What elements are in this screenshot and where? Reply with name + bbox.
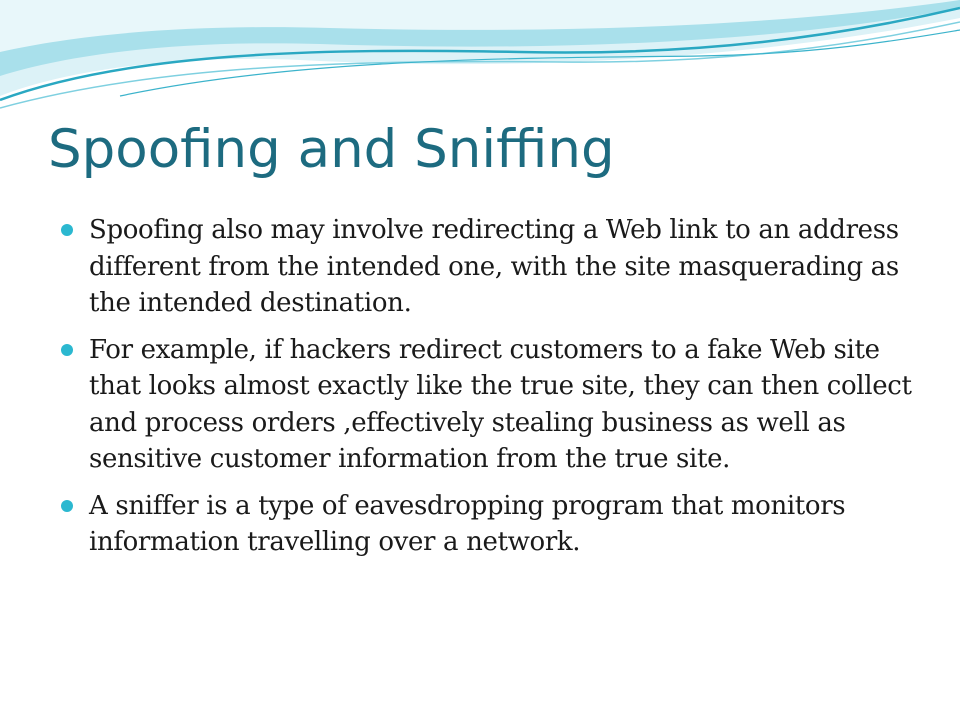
bullet-list: [58, 212, 918, 571]
bullet-text: A sniffer is a type of eavesdropping program that monitors information travelling over a network.: [89, 490, 846, 557]
bullet-item: [58, 488, 918, 561]
bullet-item: [58, 212, 918, 322]
slide-title: Spoofing and Sniffing: [48, 119, 615, 180]
bullet-item: [58, 332, 918, 478]
bullet-text: Spoofing also may involve redirecting a Web link to an address different from the intended one, with the site masquerading as the intended destination.: [89, 215, 899, 318]
header-wave-decoration: [0, 0, 960, 130]
bullet-dot-icon: [61, 500, 73, 512]
bullet-dot-icon: [61, 344, 73, 356]
bullet-text: For example, if hackers redirect customers to a fake Web site that looks almost exactly like the true site, they can then collect and process orders ,effectively stealing business as well as sensitive customer information from the true site.: [89, 334, 912, 474]
bullet-dot-icon: [61, 224, 73, 236]
